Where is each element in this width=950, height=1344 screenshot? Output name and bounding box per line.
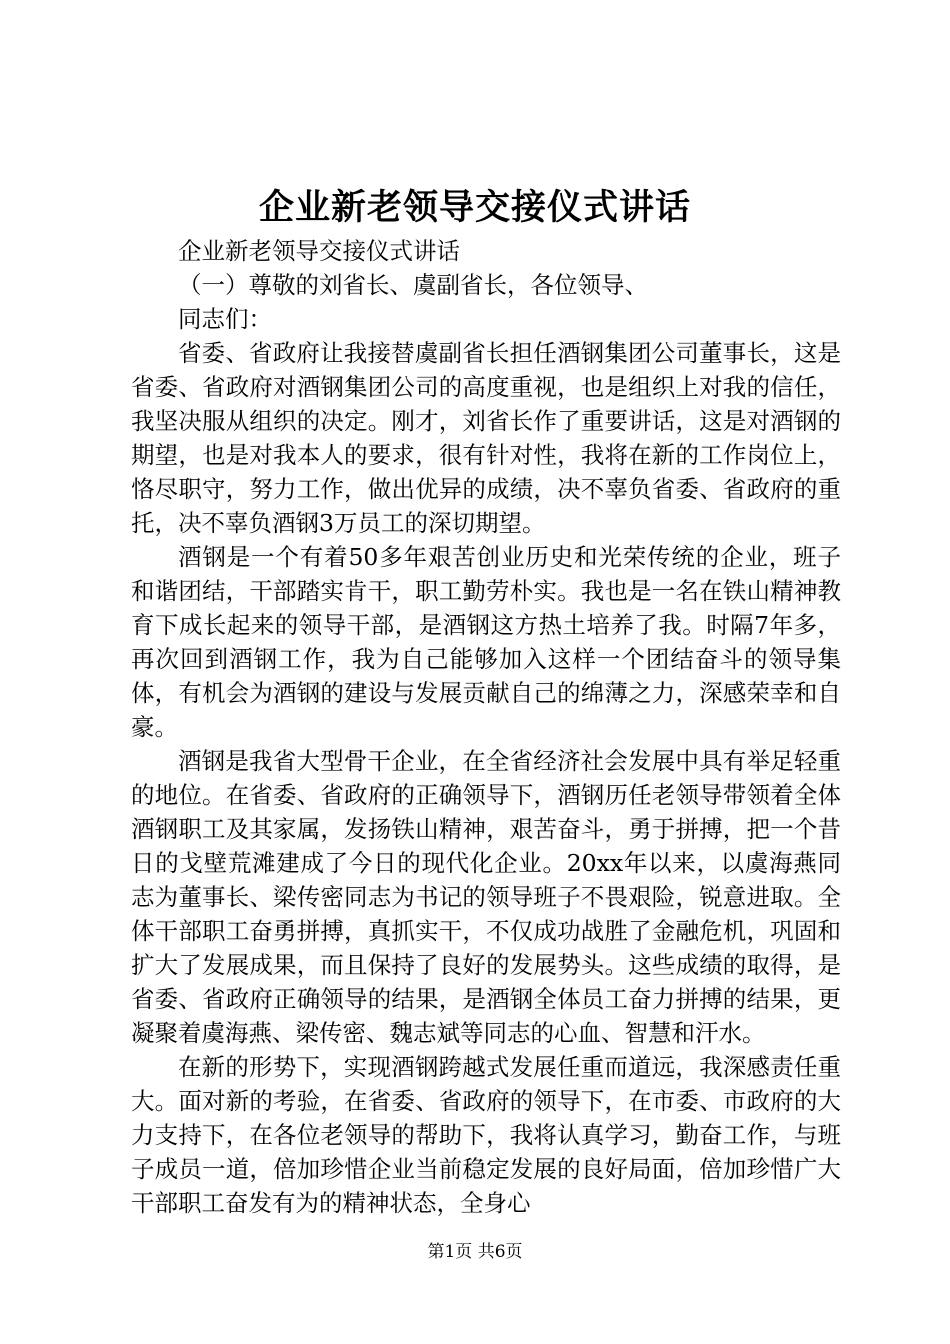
body-paragraph: 在新的形势下，实现酒钢跨越式发展任重而道远，我深感责任重大。面对新的考验，在省委、省政府的领导下，在市委、市政府的大力支持下，在各位老领导的帮助下，我将认真学习，勤奋工作，与班子成员一道，倍加珍惜企业当前稳定发展的良好局面，倍加珍惜广大干部职工奋发有为的精神状态，全身心 — [131, 1053, 841, 1217]
body-paragraph: 省委、省政府让我接替虞副省长担任酒钢集团公司董事长，这是省委、省政府对酒钢集团公司的高度重视，也是组织上对我的信任，我坚决服从组织的决定。刚才，刘省长作了重要讲话，这是对酒钢的期望，也是对我本人的要求，很有针对性，我将在新的工作岗位上，恪尽职守，努力工作，做出优异的成绩，决不辜负省委、省政府的重托，决不辜负酒钢3万员工的深切期望。 — [131, 339, 841, 537]
document-body — [131, 234, 841, 1220]
page-number-footer: 第1页 共6页 — [427, 1242, 523, 1262]
body-paragraph-subtitle: 企业新老领导交接仪式讲话 — [178, 237, 460, 265]
body-paragraph-salutation: （一）尊敬的刘省长、虞副省长，各位领导、 — [178, 271, 648, 299]
body-paragraph: 酒钢是我省大型骨干企业，在全省经济社会发展中具有举足轻重的地位。在省委、省政府的正确领导下，酒钢历任老领导带领着全体酒钢职工及其家属，发扬铁山精神，艰苦奋斗，勇于拼搏，把一个昔日的戈壁荒滩建成了今日的现代化企业。20xx年以来，以虞海燕同志为董事长、梁传密同志为书记的领导班子不畏艰险，锐意进取。全体干部职工奋勇拼搏，真抓实干，不仅成功战胜了金融危机，巩固和扩大了发展成果，而且保持了良好的发展势头。这些成绩的取得，是省委、省政府正确领导的结果，是酒钢全体员工奋力拼搏的结果，更凝聚着虞海燕、梁传密、魏志斌等同志的心血、智慧和汗水。 — [131, 747, 841, 1047]
document-title: 企业新老领导交接仪式讲话 — [258, 187, 691, 228]
body-paragraph: 酒钢是一个有着50多年艰苦创业历史和光荣传统的企业，班子和谐团结，干部踏实肯干，职工勤劳朴实。我也是一名在铁山精神教育下成长起来的领导干部，是酒钢这方热土培养了我。时隔7年多，再次回到酒钢工作，我为自己能够加入这样一个团结奋斗的领导集体，有机会为酒钢的建设与发展贡献自己的绵薄之力，深感荣幸和自豪。 — [131, 543, 841, 741]
body-paragraph-greeting: 同志们： — [178, 305, 272, 333]
